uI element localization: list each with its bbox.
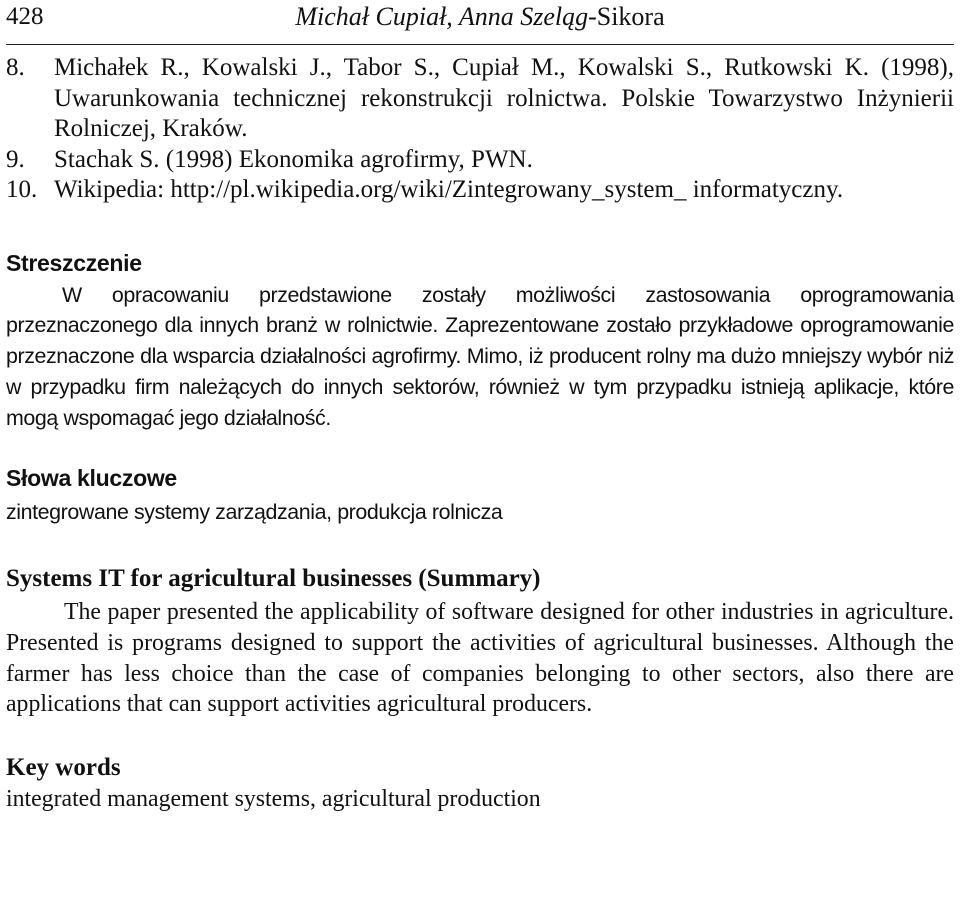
running-title-suffix: -Sikora bbox=[588, 2, 665, 31]
reference-item bbox=[6, 145, 954, 176]
reference-text: Wikipedia: http://pl.wikipedia.org/wiki/Zintegrowany_system_ informatyczny. bbox=[54, 176, 844, 203]
key-words-text: integrated management systems, agricultural production bbox=[6, 785, 541, 812]
running-header bbox=[6, 0, 954, 45]
reference-text: Michałek R., Kowalski J., Tabor S., Cupiał M., Kowalski S., Rutkowski K. (1998), Uwarunkowania technicznej rekonstrukcji rolnictwa. Polskie Towarzystwo Inżynierii Rolniczej, Kraków. bbox=[54, 54, 954, 142]
key-words-heading: Key words bbox=[6, 753, 121, 781]
running-title bbox=[6, 2, 954, 32]
reference-text: Stachak S. (1998) Ekonomika agrofirmy, PWN. bbox=[54, 145, 533, 173]
reference-number: 8. bbox=[6, 54, 25, 81]
reference-item bbox=[6, 53, 954, 145]
streszczenie-heading: Streszczenie bbox=[6, 249, 142, 276]
reference-number: 9. bbox=[6, 145, 25, 173]
running-title-authors: Michał Cupiał, Anna Szeląg bbox=[295, 2, 589, 31]
reference-list bbox=[6, 53, 954, 206]
summary-heading: Systems IT for agricultural businesses (Summary) bbox=[6, 565, 541, 593]
reference-number: 10. bbox=[6, 176, 38, 203]
slowa-kluczowe-heading: Słowa kluczowe bbox=[6, 465, 177, 492]
summary-paragraph: The paper presented the applicability of software designed for other industries in agriculture. Presented is programs designed to support the activities of agricultural businesses. Although the farmer has less choice than the case of companies belonging to other sectors, also there are applications that can support activities agricultural producers. bbox=[6, 599, 954, 718]
reference-item bbox=[6, 175, 954, 206]
slowa-kluczowe-text: zintegrowane systemy zarządzania, produkcja rolnicza bbox=[6, 500, 503, 525]
page-number: 428 bbox=[6, 3, 44, 30]
streszczenie-paragraph: W opracowaniu przedstawione zostały możliwości zastosowania oprogramowania przeznaczonego dla innych branż w rolnictwie. Zaprezentowane zostało przykładowe oprogramowanie przeznaczone dla wsparcia działalności agrofirmy. Mimo, iż producent rolny ma dużo mniejszy wybór niż w przypadku firm należących do innych sektorów, również w tym przypadku istnieją aplikacje, które mogą wspomagać jego działalność. bbox=[6, 282, 954, 430]
